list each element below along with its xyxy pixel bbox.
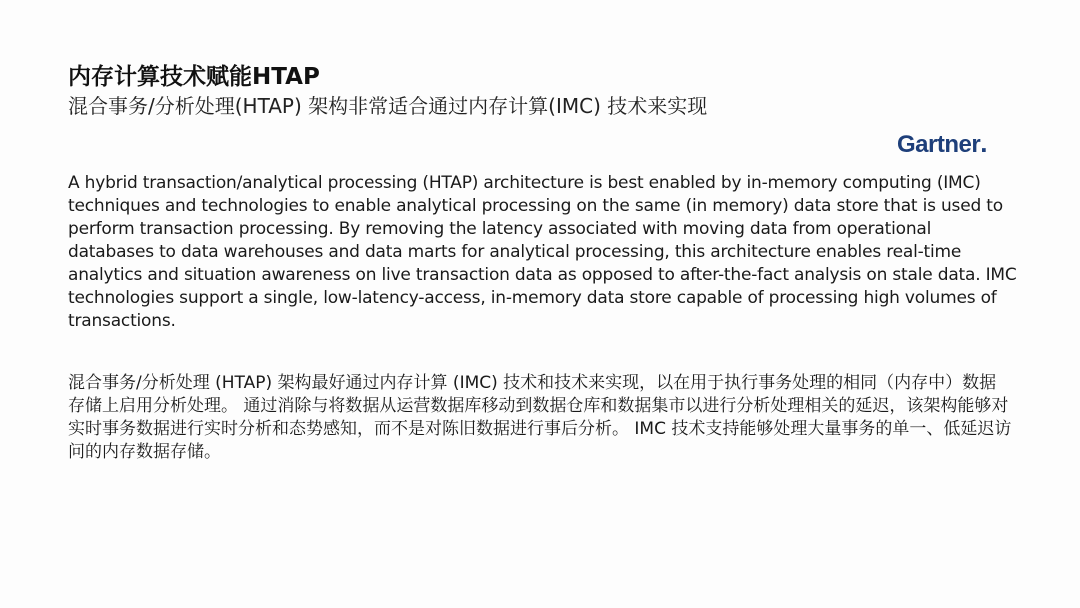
slide-subtitle: 混合事务/分析处理(HTAP) 架构非常适合通过内存计算(IMC) 技术来实现	[68, 94, 708, 118]
english-paragraph: A hybrid transaction/analytical processing (HTAP) architecture is best enabled by in-memory computing (IMC) techniques and technologies to enable analytical processing on the same (in memory) data store that is used to perform transaction processing. By removing the latency associated with moving data from operational databases to data warehouses and data marts for analytical processing, this architecture enables real-time analytics and situation awareness on live transaction data as opposed to after-the-fact analysis on stale data. IMC technologies support a single, low-latency-access, in-memory data store capable of processing high volumes of transactions.	[68, 173, 1017, 331]
logo-dot: .	[980, 128, 987, 158]
logo-text: Gartner	[897, 131, 981, 158]
slide-title: 内存计算技术赋能HTAP	[68, 64, 320, 90]
gartner-logo	[897, 128, 987, 159]
chinese-paragraph: 混合事务/分析处理 (HTAP) 架构最好通过内存计算 (IMC) 技术和技术来实现，以在用于执行事务处理的相同（内存中）数据存储上启用分析处理。 通过消除与将数据从运营数据库移动到数据仓库和数据集市以进行分析处理相关的延迟，该架构能够对实时事务数据进行实时分析和态势感知，而不是对陈旧数据进行事后分析。 IMC 技术支持能够处理大量事务的单一、低延迟访问的内存数据存储。	[68, 373, 1012, 462]
